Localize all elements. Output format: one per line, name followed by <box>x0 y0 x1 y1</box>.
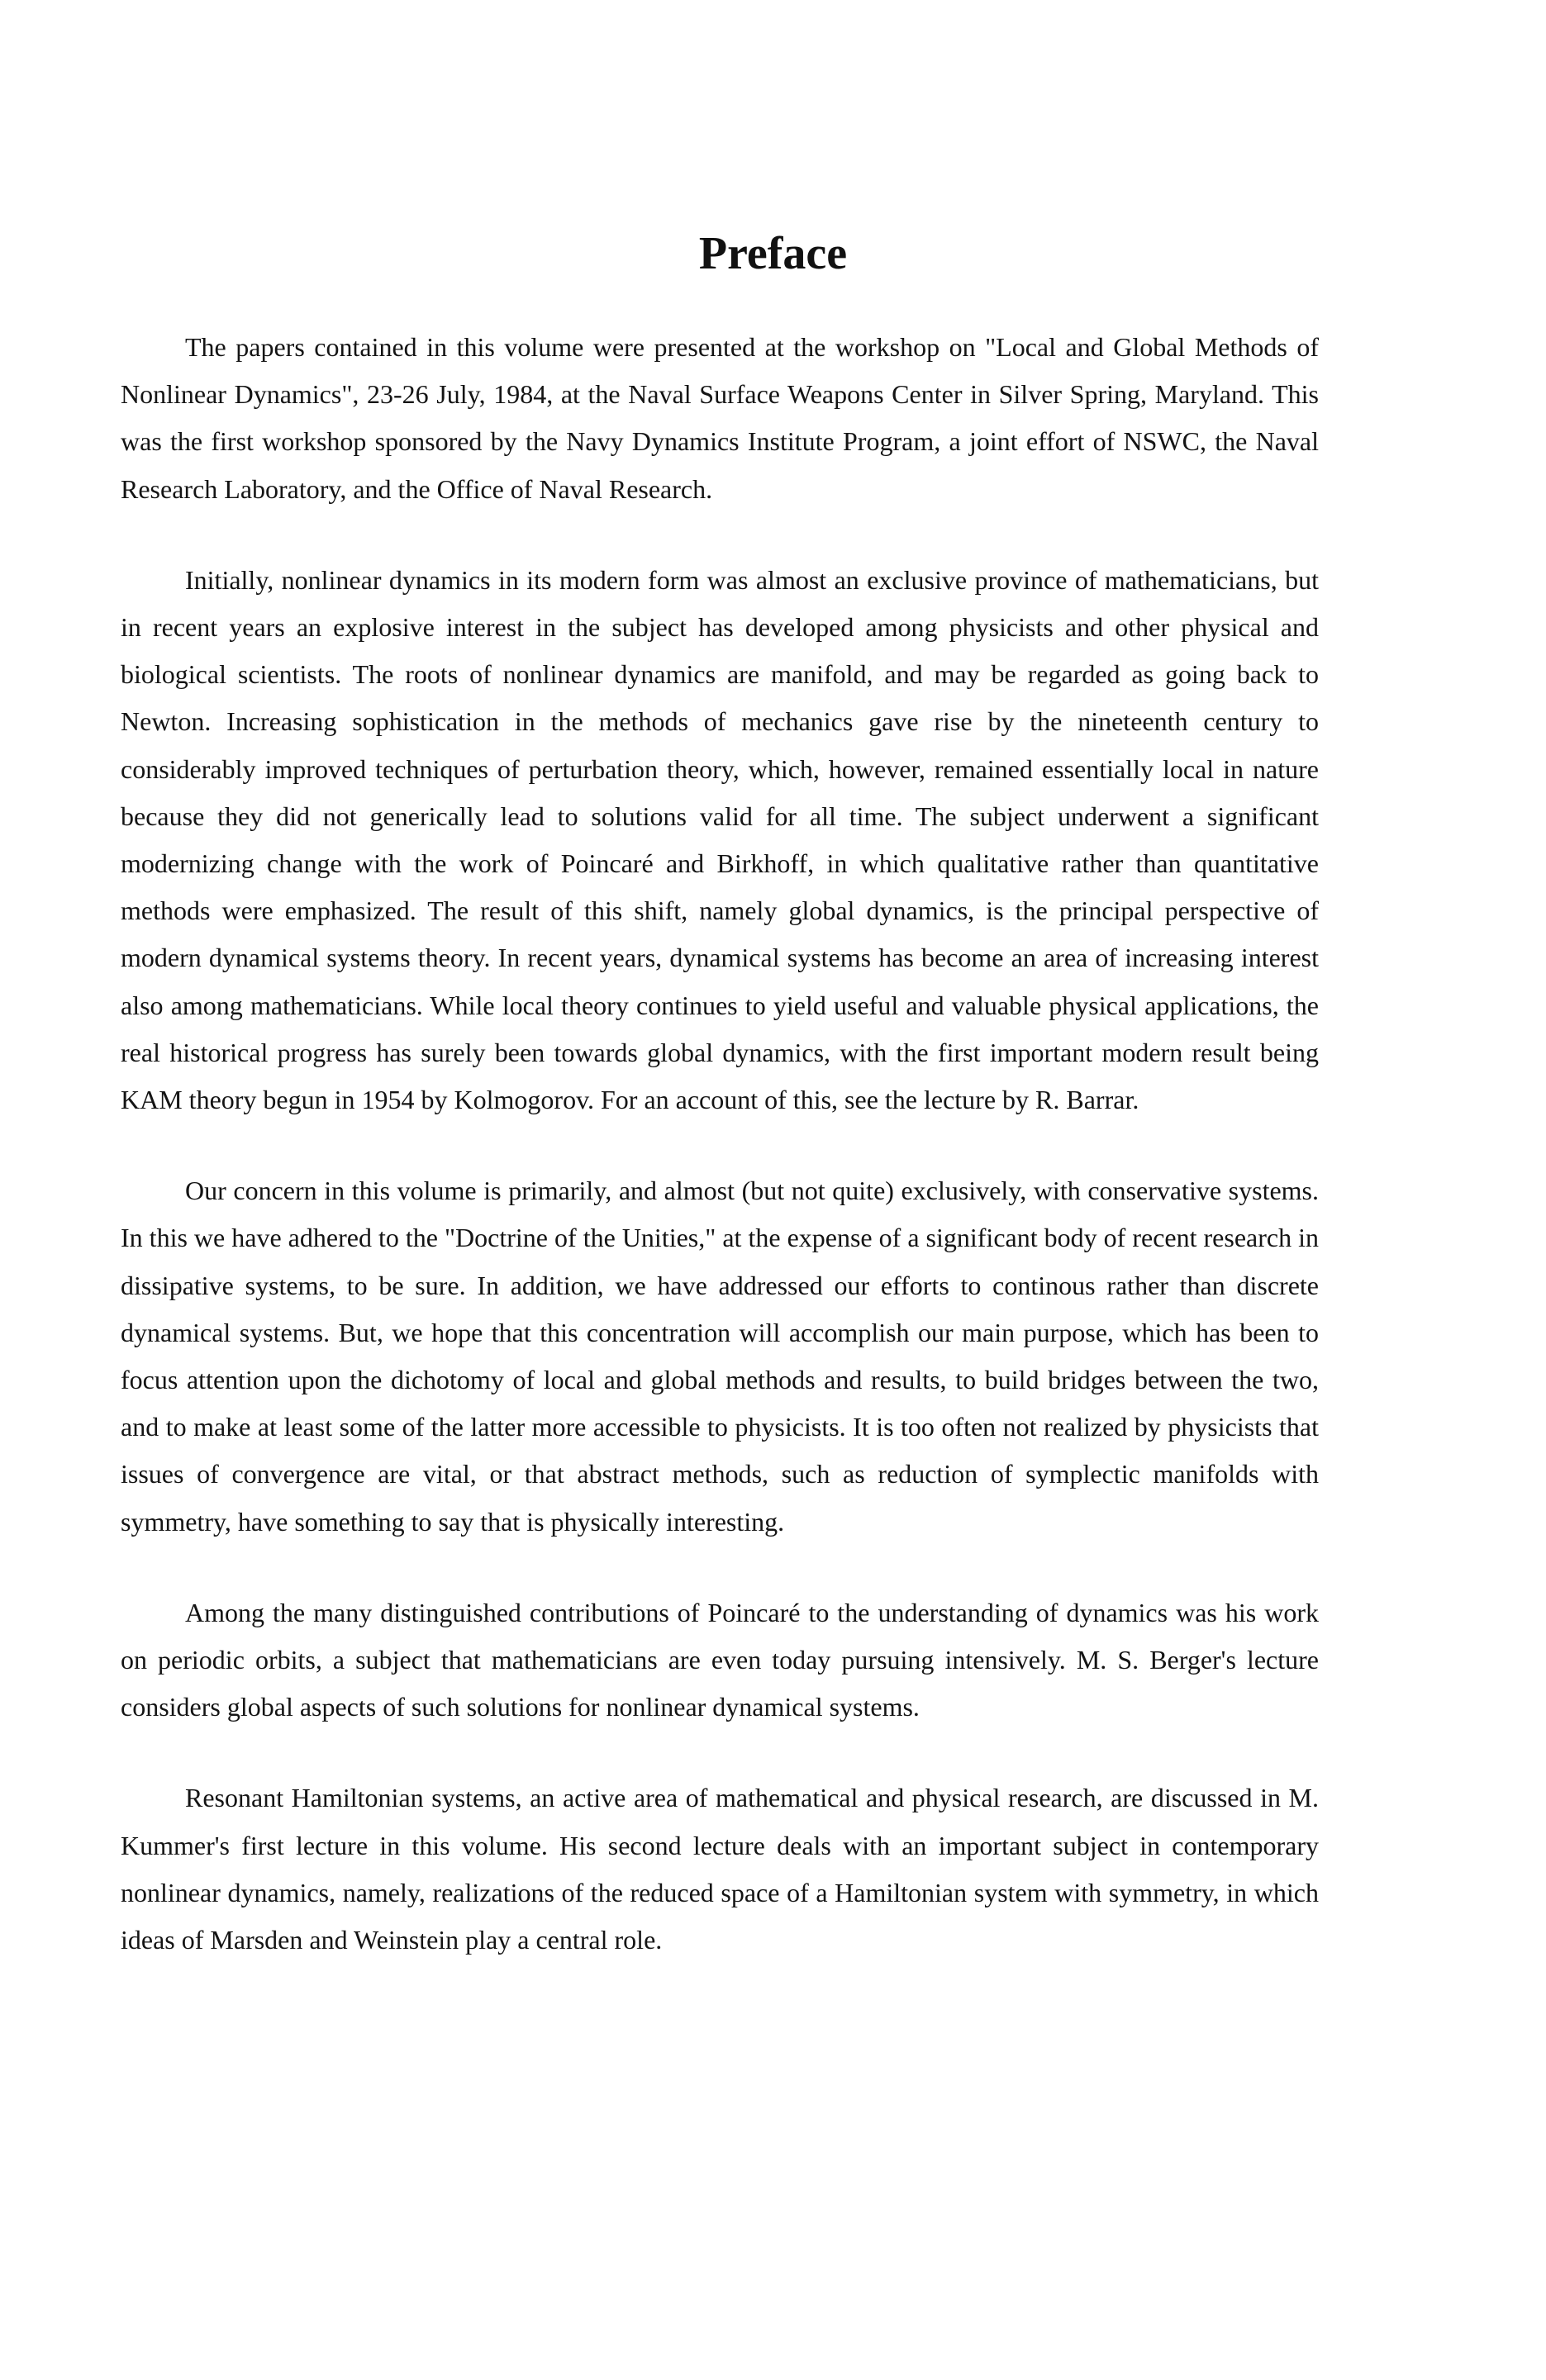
preface-body <box>121 324 1319 2007</box>
paragraph-periodic-orbits: Among the many distinguished contributions of Poincaré to the understanding of dynamics was his work on periodic orbits, a subject that mathematicians are even today pursuing intensively. M. S. Berger's lecture considers global aspects of such solutions for nonlinear dynamical systems. <box>121 1597 1319 1722</box>
page-title: Preface <box>698 228 848 279</box>
paragraph-workshop-intro: The papers contained in this volume were presented at the workshop on "Local and Global Methods of Nonlinear Dynamics", 23-26 July, 1984, at the Naval Surface Weapons Center in Silver Spring, Maryland. This was the first workshop sponsored by the Navy Dynamics Institute Program, a joint effort of NSWC, the Naval Research Laboratory, and the Office of Naval Research. <box>121 332 1319 504</box>
paragraph-concern: Our concern in this volume is primarily, and almost (but not quite) exclusively, with conservative systems. In this we have adhered to the "Doctrine of the Unities," at the expense of a significant body of recent research in dissipative systems, to be sure. In addition, we have addressed our efforts to continous rather than discrete dynamical systems. But, we hope that this concentration will accomplish our main purpose, which has been to focus attention upon the dichotomy of local and global methods and results, to build bridges between the two, and to make at least some of the latter more accessible to physicists. It is too often not realized by physicists that issues of convergence are vital, or that abstract methods, such as reduction of symplectic manifolds with symmetry, have something to say that is physically interesting. <box>121 1176 1319 1537</box>
paragraph-resonant-systems: Resonant Hamiltonian systems, an active area of mathematical and physical research, are discussed in M. Kummer's first lecture in this volume. His second lecture deals with an important subject in contemporary nonlinear dynamics, namely, realizations of the reduced space of a Hamiltonian system with symmetry, in which ideas of Marsden and Weinstein play a central role. <box>121 1783 1319 1955</box>
paragraph-history: Initially, nonlinear dynamics in its modern form was almost an exclusive province of mathematicians, but in recent years an explosive interest in the subject has developed among physicists and other physical and biological scientists. The roots of nonlinear dynamics are manifold, and may be regarded as going back to Newton. Increasing sophistication in the methods of mechanics gave rise by the nineteenth century to considerably improved techniques of perturbation theory, which, however, remained essentially local in nature because they did not generically lead to solutions valid for all time. The subject underwent a significant modernizing change with the work of Poincaré and Birkhoff, in which qualitative rather than quantitative methods were emphasized. The result of this shift, namely global dynamics, is the principal perspective of modern dynamical systems theory. In recent years, dynamical systems has become an area of increasing interest also among mathematicians. While local theory continues to yield useful and valuable physical applications, the real historical progress has surely been towards global dynamics, with the first important modern result being KAM theory begun in 1954 by Kolmogorov. For an account of this, see the lecture by R. Barrar. <box>121 564 1319 1115</box>
